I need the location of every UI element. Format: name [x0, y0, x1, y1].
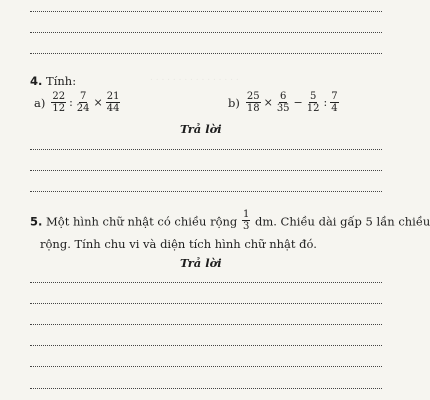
answer-line: [30, 191, 382, 192]
fraction: $\frac{25}{18}$: [246, 91, 260, 114]
answer-line: [30, 324, 382, 325]
answer-line: [30, 345, 382, 346]
answer-line: [30, 170, 382, 171]
operator: :: [69, 96, 73, 109]
answer-line: [30, 388, 382, 389]
exercise-5-line-2: rộng. Tính chu vi và diện tích hình chữ nhật đó.: [40, 237, 317, 251]
answer-line: [30, 366, 382, 367]
exercise-4a-expression: [34, 91, 121, 114]
exercise-4-instruction: Tính:: [46, 74, 77, 88]
operator: ×: [93, 96, 103, 109]
operator: ×: [263, 96, 273, 109]
operator: :: [323, 96, 328, 109]
exercise-4-number: 4.: [30, 74, 43, 88]
fraction: $\frac{5}{12}$: [306, 91, 320, 114]
fraction: $\frac{22}{12}$: [52, 91, 66, 114]
part-a-label: a): [34, 95, 46, 110]
exercise-5-text: dm. Chiều dài gấp 5 lần chiều: [254, 214, 430, 229]
answer-line: [30, 32, 382, 33]
fraction: $\frac{6}{35}$: [276, 91, 290, 114]
exercise-4b-expression: [228, 91, 340, 114]
part-b-label: b): [228, 95, 240, 110]
answer-heading: Trả lời: [180, 122, 222, 136]
fraction: $\frac{21}{44}$: [106, 91, 120, 114]
exercise-5-line-1: [30, 211, 430, 234]
fraction: $\frac{7}{4}$: [331, 91, 338, 114]
operator: −: [293, 96, 303, 109]
answer-line: [30, 53, 382, 54]
answer-line: [30, 11, 382, 12]
worksheet-page: . . . . . . . . . . . . . . . . 4. Tính: a) $\frac{22}{12}$ : $\frac{7}{24}$ × $\frac{21}{44}$ b) $\frac{25}{18}$ × $\frac{6}{35}$ − $\frac{5}{12}$ : $\frac{7}{4}$ Trả lời 5. Một hình chữ nhật có chiều rộng $\frac{1}{3}$ dm. Chiều dài gấp 5 lần chiều rộng. Tính chu vi và diện tích hình chữ nhật đó. Trả lời: [0, 0, 400, 400]
answer-line: [30, 149, 382, 150]
answer-line: [30, 282, 382, 283]
answer-heading: Trả lời: [180, 256, 222, 270]
exercise-5-text: Một hình chữ nhật có chiều rộng: [46, 214, 238, 229]
width-fraction: $\frac{1}{3}$: [242, 209, 250, 232]
answer-line: [30, 303, 382, 304]
exercise-4-title: [30, 74, 76, 88]
fraction: $\frac{7}{24}$: [76, 91, 90, 114]
exercise-5-number: 5.: [30, 214, 43, 229]
